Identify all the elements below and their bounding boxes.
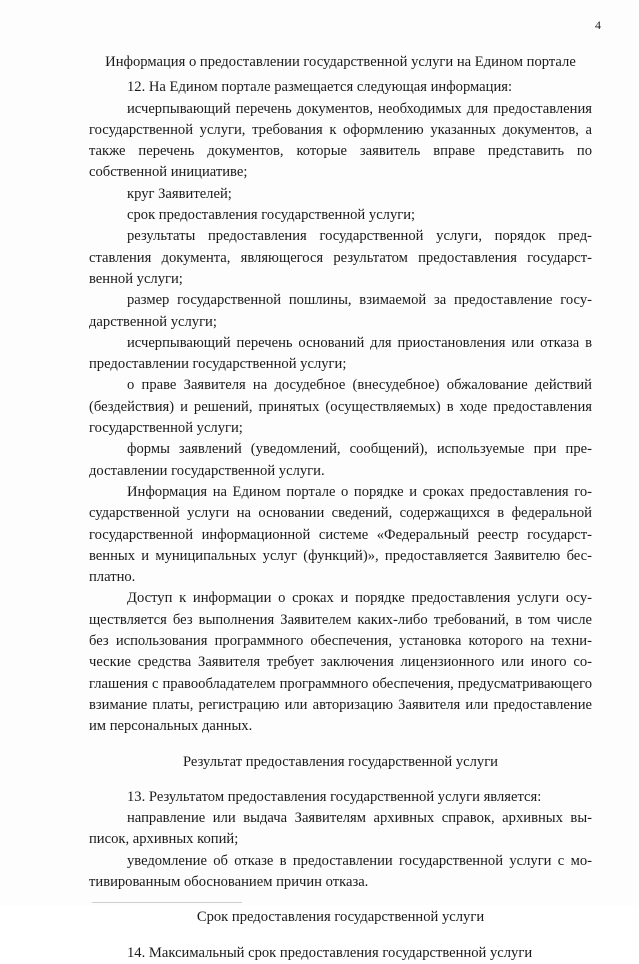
- paragraph: исчерпывающий перечень документов, необходимых для предоставления государственной услуги, требования к оформлению указанных документов, а также перечень документов, которые заявитель вправе представить по собственной инициативе;: [89, 100, 592, 181]
- section-heading-term: Срок предоставления государственной услуги: [196, 909, 485, 926]
- section-heading-portal-info: Информация о предоставлении государственной услуги на Едином портале: [105, 54, 576, 70]
- section-portal-info: [89, 77, 592, 737]
- paragraph: 13. Результатом предоставления государственной услуги является:: [127, 788, 542, 805]
- paragraph: Информация на Едином портале о порядке и сроках предоставления государственной услуги на основании сведений, содержащихся в федеральной государственной информационной системе «Федеральный реестр государственных и муниципальных услуг (функций)», предоставляется Заявителю бесплатно.: [89, 483, 592, 586]
- paragraph: круг Заявителей;: [127, 185, 232, 202]
- paragraph: размер государственной пошлины, взимаемой за предоставление государственной услуги;: [89, 292, 592, 330]
- page-number: 4: [595, 18, 601, 32]
- paragraph: 14. Максимальный срок предоставления государственной услуги: [127, 944, 533, 961]
- section-result: [89, 787, 592, 893]
- scan-edge-line: [92, 902, 242, 903]
- paragraph: 12. На Едином портале размещается следующая информация:: [127, 79, 513, 96]
- paragraph: исчерпывающий перечень оснований для приостановления или отказа в предоставлении государственной услуги;: [89, 334, 592, 373]
- section-heading-result: Результат предоставления государственной услуги: [183, 753, 498, 770]
- paragraph: уведомление об отказе в предоставлении государственной услуги с мотивированным обоснованием причин отказа.: [89, 852, 592, 890]
- paragraph: результаты предоставления государственной услуги, порядок представления документа, являющегося результатом предоставления государственной услуги;: [89, 228, 592, 287]
- document-body: [89, 52, 592, 964]
- paragraph: срок предоставления государственной услуги;: [127, 207, 416, 224]
- paragraph: направление или выдача Заявителям архивных справок, архивных выписок, архивных копий;: [89, 810, 592, 848]
- paragraph: формы заявлений (уведомлений, сообщений), используемые при предоставлении государственной услуги.: [89, 441, 592, 479]
- section-term: [89, 943, 592, 964]
- paragraph: о праве Заявителя на досудебное (внесудебное) обжалование действий (бездействия) и решений, принятых (осуществляемых) в ходе предоставления государственной услуги;: [89, 377, 592, 437]
- paragraph: Доступ к информации о сроках и порядке предоставления услуги осуществляется без выполнения Заявителем каких-либо требований, в том числе без использования программного обеспечения, установка которого на технические средства Заявителя требует заключения лицензионного или иного соглашения с правообладателем программного обеспечения, предусматривающего взимание платы, регистрацию или авторизацию Заявителя или предоставление им персональных данных.: [89, 590, 592, 735]
